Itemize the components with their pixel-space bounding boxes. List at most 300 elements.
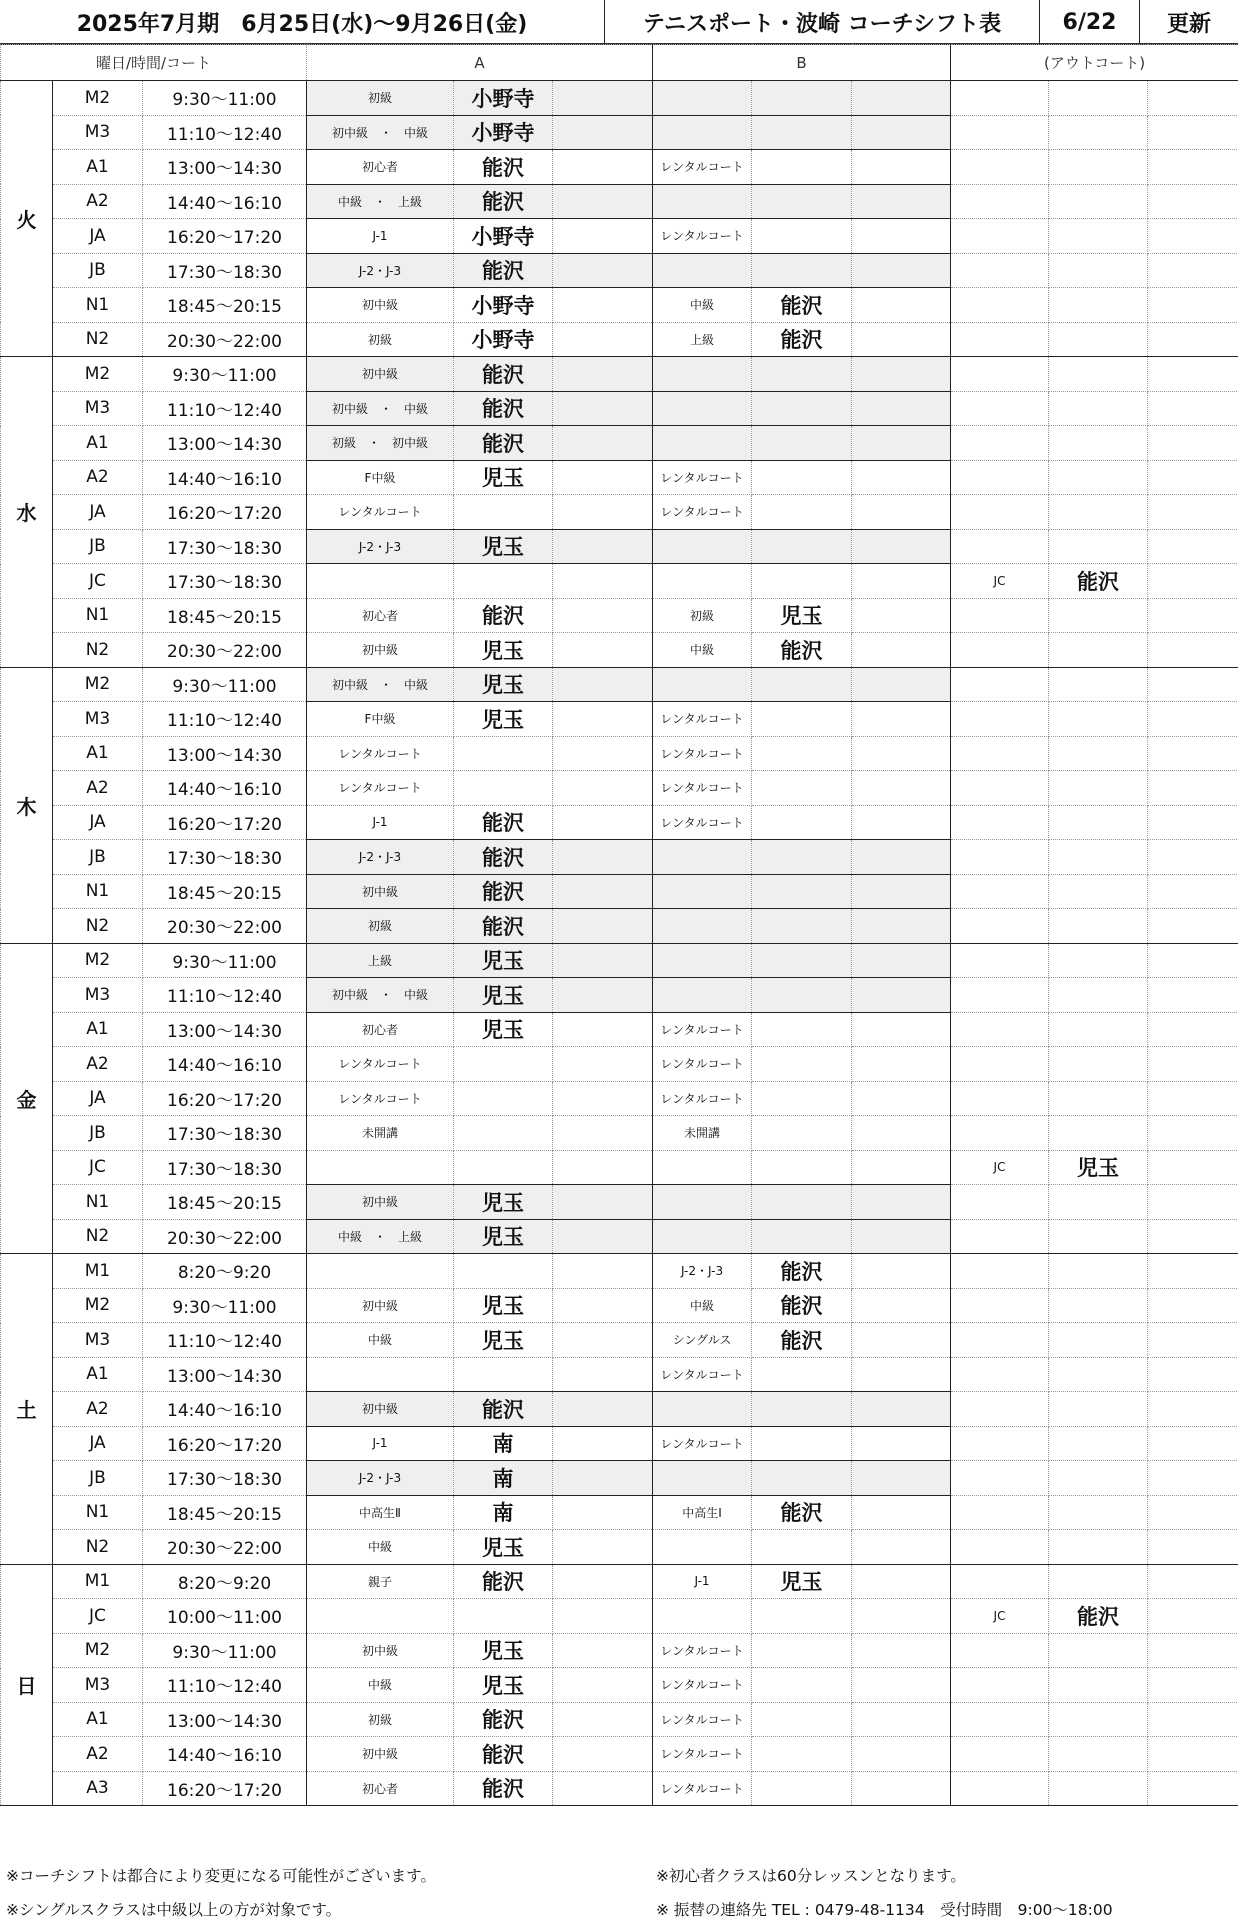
outcourt-class <box>951 1392 1049 1427</box>
court-b-spare <box>852 1150 951 1185</box>
outcourt-coach <box>1049 460 1148 495</box>
lesson-code: M3 <box>53 1668 143 1703</box>
shift-row <box>1 1702 1238 1737</box>
court-b-spare <box>852 1633 951 1668</box>
court-a-coach <box>454 1599 553 1634</box>
court-a-coach: 児玉 <box>454 460 553 495</box>
shift-row <box>1 219 1238 254</box>
shift-row <box>1 81 1238 116</box>
lesson-code: N1 <box>53 1495 143 1530</box>
court-b-coach <box>752 184 852 219</box>
lesson-time: 13:00～14:30 <box>143 1702 307 1737</box>
shift-row <box>1 1323 1238 1358</box>
shift-row <box>1 667 1238 702</box>
outcourt-class <box>951 840 1049 875</box>
outcourt-spare <box>1148 1288 1238 1323</box>
lesson-time: 10:00～11:00 <box>143 1599 307 1634</box>
court-a-spare <box>553 909 653 944</box>
court-a-spare <box>553 1668 653 1703</box>
lesson-code: M3 <box>53 391 143 426</box>
court-b-spare <box>852 426 951 461</box>
lesson-code: A3 <box>53 1771 143 1806</box>
court-a-class: J-2・J-3 <box>307 1461 454 1496</box>
court-b-coach <box>752 1392 852 1427</box>
court-a-spare <box>553 874 653 909</box>
court-b-coach <box>752 1633 852 1668</box>
court-a-class <box>307 1150 454 1185</box>
court-b-spare <box>852 322 951 357</box>
outcourt-class <box>951 1081 1049 1116</box>
court-a-spare <box>553 1185 653 1220</box>
outcourt-coach <box>1049 1668 1148 1703</box>
lesson-code: JB <box>53 529 143 564</box>
lesson-code: M3 <box>53 115 143 150</box>
court-b-coach <box>752 115 852 150</box>
court-b-coach <box>752 1668 852 1703</box>
court-a-class: 初中級 <box>307 1737 454 1772</box>
court-b-class: レンタルコート <box>653 1737 752 1772</box>
lesson-code: JA <box>53 495 143 530</box>
outcourt-class <box>951 805 1049 840</box>
lesson-time: 13:00～14:30 <box>143 1012 307 1047</box>
court-b-coach: 能沢 <box>752 1495 852 1530</box>
outcourt-coach <box>1049 874 1148 909</box>
court-b-spare <box>852 529 951 564</box>
court-a-coach: 能沢 <box>454 426 553 461</box>
court-b-class: 未開講 <box>653 1116 752 1151</box>
shift-row <box>1 1150 1238 1185</box>
outcourt-class <box>951 1323 1049 1358</box>
lesson-time: 20:30～22:00 <box>143 322 307 357</box>
outcourt-class <box>951 288 1049 323</box>
outcourt-spare <box>1148 460 1238 495</box>
lesson-time: 11:10～12:40 <box>143 115 307 150</box>
court-a-spare <box>553 357 653 392</box>
shift-row <box>1 357 1238 392</box>
column-header-a: A <box>307 45 653 81</box>
court-b-coach <box>752 1012 852 1047</box>
court-a-class <box>307 1599 454 1634</box>
outcourt-coach <box>1049 495 1148 530</box>
outcourt-class <box>951 1668 1049 1703</box>
lesson-time: 17:30～18:30 <box>143 1150 307 1185</box>
court-a-spare <box>553 1599 653 1634</box>
shift-row <box>1 702 1238 737</box>
court-a-coach: 南 <box>454 1461 553 1496</box>
lesson-time: 9:30～11:00 <box>143 81 307 116</box>
outcourt-spare <box>1148 1702 1238 1737</box>
outcourt-spare <box>1148 1461 1238 1496</box>
court-a-coach: 能沢 <box>454 150 553 185</box>
shift-row <box>1 1771 1238 1806</box>
court-a-spare <box>553 1219 653 1254</box>
court-b-spare <box>852 460 951 495</box>
court-a-spare <box>553 840 653 875</box>
outcourt-coach <box>1049 1012 1148 1047</box>
court-a-coach: 児玉 <box>454 943 553 978</box>
outcourt-class <box>951 357 1049 392</box>
outcourt-spare <box>1148 219 1238 254</box>
outcourt-spare <box>1148 1668 1238 1703</box>
court-a-class: 初中級 <box>307 1392 454 1427</box>
court-b-coach <box>752 1702 852 1737</box>
court-a-spare <box>553 702 653 737</box>
court-a-coach: 小野寺 <box>454 81 553 116</box>
court-b-spare <box>852 978 951 1013</box>
shift-row <box>1 1461 1238 1496</box>
court-b-class <box>653 357 752 392</box>
shift-row <box>1 1254 1238 1289</box>
court-a-spare <box>553 598 653 633</box>
outcourt-class <box>951 1771 1049 1806</box>
court-b-spare <box>852 1357 951 1392</box>
outcourt-class <box>951 633 1049 668</box>
shift-row <box>1 771 1238 806</box>
court-a-class: レンタルコート <box>307 1047 454 1082</box>
outcourt-spare <box>1148 1737 1238 1772</box>
lesson-code: JC <box>53 1599 143 1634</box>
court-b-coach: 能沢 <box>752 1323 852 1358</box>
lesson-code: JC <box>53 1150 143 1185</box>
lesson-code: A2 <box>53 1047 143 1082</box>
shift-row <box>1 633 1238 668</box>
court-b-class <box>653 1219 752 1254</box>
lesson-code: A2 <box>53 460 143 495</box>
lesson-time: 11:10～12:40 <box>143 1323 307 1358</box>
outcourt-spare <box>1148 564 1238 599</box>
lesson-time: 18:45～20:15 <box>143 1495 307 1530</box>
outcourt-coach <box>1049 1461 1148 1496</box>
court-a-coach <box>454 564 553 599</box>
lesson-time: 16:20～17:20 <box>143 1081 307 1116</box>
court-a-coach: 能沢 <box>454 1702 553 1737</box>
outcourt-coach <box>1049 1323 1148 1358</box>
lesson-time: 16:20～17:20 <box>143 219 307 254</box>
shift-row <box>1 495 1238 530</box>
court-a-coach <box>454 736 553 771</box>
outcourt-spare <box>1148 1426 1238 1461</box>
court-b-class: レンタルコート <box>653 702 752 737</box>
header-title <box>605 0 1040 44</box>
court-a-class: 初級 <box>307 81 454 116</box>
court-b-spare <box>852 1392 951 1427</box>
outcourt-coach <box>1049 1633 1148 1668</box>
shift-row <box>1 1219 1238 1254</box>
outcourt-class <box>951 909 1049 944</box>
lesson-code: JA <box>53 1081 143 1116</box>
lesson-time: 16:20～17:20 <box>143 1426 307 1461</box>
court-b-coach <box>752 1047 852 1082</box>
outcourt-coach <box>1049 702 1148 737</box>
outcourt-class <box>951 1461 1049 1496</box>
court-a-spare <box>553 1771 653 1806</box>
court-b-spare <box>852 1564 951 1599</box>
court-a-class: 初心者 <box>307 150 454 185</box>
court-b-class: J-1 <box>653 1564 752 1599</box>
court-a-coach: 児玉 <box>454 1668 553 1703</box>
outcourt-spare <box>1148 1633 1238 1668</box>
court-b-spare <box>852 736 951 771</box>
shift-row <box>1 253 1238 288</box>
footer-note-singles: ※シングルスクラスは中級以上の方が対象です。 <box>6 1901 342 1919</box>
day-label: 木 <box>1 667 53 943</box>
shift-row <box>1 1012 1238 1047</box>
court-a-coach: 能沢 <box>454 184 553 219</box>
court-b-class: J-2・J-3 <box>653 1254 752 1289</box>
day-label: 火 <box>1 81 53 357</box>
court-a-coach: 能沢 <box>454 1737 553 1772</box>
outcourt-spare <box>1148 1495 1238 1530</box>
court-a-coach <box>454 1150 553 1185</box>
court-b-coach: 能沢 <box>752 633 852 668</box>
outcourt-coach <box>1049 426 1148 461</box>
court-a-class: 初中級 <box>307 288 454 323</box>
court-a-class: 初中級 <box>307 874 454 909</box>
title-text: テニスポート・波崎 コーチシフト表 <box>642 11 1002 37</box>
outcourt-spare <box>1148 633 1238 668</box>
lesson-code: N2 <box>53 1530 143 1565</box>
lesson-code: M2 <box>53 667 143 702</box>
lesson-code: A2 <box>53 184 143 219</box>
court-b-class: 上級 <box>653 322 752 357</box>
lesson-code: A2 <box>53 1392 143 1427</box>
outcourt-spare <box>1148 322 1238 357</box>
court-b-spare <box>852 564 951 599</box>
court-b-spare <box>852 805 951 840</box>
lesson-code: A2 <box>53 1737 143 1772</box>
outcourt-spare <box>1148 1357 1238 1392</box>
court-b-coach: 児玉 <box>752 598 852 633</box>
shift-row <box>1 978 1238 1013</box>
court-a-spare <box>553 1150 653 1185</box>
outcourt-coach <box>1049 1288 1148 1323</box>
outcourt-coach <box>1049 1219 1148 1254</box>
outcourt-class: JC <box>951 564 1049 599</box>
court-b-spare <box>852 1461 951 1496</box>
outcourt-spare <box>1148 1530 1238 1565</box>
outcourt-coach <box>1049 253 1148 288</box>
outcourt-spare <box>1148 288 1238 323</box>
court-b-class: レンタルコート <box>653 736 752 771</box>
court-b-spare <box>852 1219 951 1254</box>
court-a-coach: 小野寺 <box>454 288 553 323</box>
footer-note-contact: ※ 振替の連絡先 TEL : 0479-48-1134 受付時間 9:00～18:00 <box>656 1901 1113 1919</box>
lesson-time: 20:30～22:00 <box>143 1530 307 1565</box>
lesson-code: N2 <box>53 633 143 668</box>
court-a-class: 初中級 ・ 中級 <box>307 667 454 702</box>
shift-row <box>1 840 1238 875</box>
court-a-coach: 児玉 <box>454 1323 553 1358</box>
court-b-spare <box>852 391 951 426</box>
court-b-spare <box>852 1012 951 1047</box>
outcourt-spare <box>1148 1219 1238 1254</box>
footer-note-beginner: ※初心者クラスは60分レッスンとなります。 <box>656 1867 966 1885</box>
court-b-coach <box>752 771 852 806</box>
outcourt-spare <box>1148 1392 1238 1427</box>
lesson-code: A1 <box>53 1357 143 1392</box>
court-b-coach <box>752 805 852 840</box>
court-a-spare <box>553 771 653 806</box>
court-b-coach <box>752 150 852 185</box>
outcourt-coach <box>1049 1116 1148 1151</box>
court-a-spare <box>553 1047 653 1082</box>
outcourt-coach: 児玉 <box>1049 1150 1148 1185</box>
court-a-spare <box>553 1357 653 1392</box>
court-a-class: 初中級 <box>307 357 454 392</box>
lesson-code: A2 <box>53 771 143 806</box>
court-b-spare <box>852 1495 951 1530</box>
lesson-time: 9:30～11:00 <box>143 943 307 978</box>
court-b-class <box>653 1150 752 1185</box>
outcourt-coach <box>1049 1392 1148 1427</box>
outcourt-spare <box>1148 391 1238 426</box>
lesson-time: 17:30～18:30 <box>143 1116 307 1151</box>
day-label: 土 <box>1 1254 53 1565</box>
lesson-time: 18:45～20:15 <box>143 874 307 909</box>
court-b-class <box>653 391 752 426</box>
lesson-time: 16:20～17:20 <box>143 495 307 530</box>
court-b-coach: 能沢 <box>752 1254 852 1289</box>
court-a-coach: 能沢 <box>454 909 553 944</box>
outcourt-spare <box>1148 1047 1238 1082</box>
court-b-class <box>653 529 752 564</box>
court-b-class <box>653 426 752 461</box>
court-a-coach: 児玉 <box>454 667 553 702</box>
lesson-time: 17:30～18:30 <box>143 564 307 599</box>
court-a-class: 初心者 <box>307 598 454 633</box>
court-b-coach <box>752 391 852 426</box>
lesson-code: N1 <box>53 598 143 633</box>
outcourt-spare <box>1148 1185 1238 1220</box>
lesson-code: A1 <box>53 1702 143 1737</box>
lesson-time: 20:30～22:00 <box>143 1219 307 1254</box>
lesson-time: 18:45～20:15 <box>143 288 307 323</box>
court-a-class <box>307 1357 454 1392</box>
court-b-coach <box>752 1185 852 1220</box>
lesson-code: M1 <box>53 1254 143 1289</box>
outcourt-class <box>951 736 1049 771</box>
lesson-code: A1 <box>53 736 143 771</box>
court-a-coach: 南 <box>454 1495 553 1530</box>
outcourt-spare <box>1148 357 1238 392</box>
court-a-spare <box>553 1737 653 1772</box>
court-a-coach <box>454 1047 553 1082</box>
outcourt-coach <box>1049 771 1148 806</box>
outcourt-coach <box>1049 1081 1148 1116</box>
court-a-coach: 児玉 <box>454 1633 553 1668</box>
outcourt-spare <box>1148 874 1238 909</box>
court-b-coach: 児玉 <box>752 1564 852 1599</box>
court-a-class: 初中級 ・ 中級 <box>307 978 454 1013</box>
outcourt-class <box>951 1047 1049 1082</box>
outcourt-class <box>951 1530 1049 1565</box>
outcourt-coach <box>1049 1047 1148 1082</box>
lesson-code: A1 <box>53 1012 143 1047</box>
outcourt-class <box>951 1116 1049 1151</box>
outcourt-spare <box>1148 1254 1238 1289</box>
outcourt-class <box>951 115 1049 150</box>
court-a-class: 初級 <box>307 909 454 944</box>
shift-row <box>1 1495 1238 1530</box>
court-b-coach <box>752 357 852 392</box>
court-a-class: 初級 <box>307 322 454 357</box>
outcourt-class <box>951 598 1049 633</box>
shift-row <box>1 115 1238 150</box>
court-b-coach <box>752 1737 852 1772</box>
outcourt-coach <box>1049 978 1148 1013</box>
court-b-spare <box>852 1323 951 1358</box>
court-a-coach: 小野寺 <box>454 115 553 150</box>
court-b-class <box>653 874 752 909</box>
shift-row <box>1 1599 1238 1634</box>
court-a-spare <box>553 1495 653 1530</box>
court-b-class <box>653 909 752 944</box>
court-a-spare <box>553 667 653 702</box>
shift-row <box>1 426 1238 461</box>
column-header-out: (アウトコート) <box>951 45 1238 81</box>
court-b-coach <box>752 1219 852 1254</box>
court-a-spare <box>553 150 653 185</box>
court-b-coach <box>752 1599 852 1634</box>
court-b-class: レンタルコート <box>653 805 752 840</box>
outcourt-coach <box>1049 736 1148 771</box>
court-a-spare <box>553 219 653 254</box>
outcourt-class <box>951 529 1049 564</box>
outcourt-class <box>951 978 1049 1013</box>
shift-row <box>1 598 1238 633</box>
court-a-class: 中級 ・ 上級 <box>307 1219 454 1254</box>
court-a-spare <box>553 1254 653 1289</box>
court-b-coach <box>752 1116 852 1151</box>
outcourt-class <box>951 771 1049 806</box>
court-b-class: 中高生Ⅰ <box>653 1495 752 1530</box>
court-b-coach: 能沢 <box>752 288 852 323</box>
court-a-spare <box>553 1012 653 1047</box>
outcourt-coach <box>1049 1564 1148 1599</box>
shift-row <box>1 1357 1238 1392</box>
lesson-time: 17:30～18:30 <box>143 1461 307 1496</box>
lesson-time: 14:40～16:10 <box>143 460 307 495</box>
lesson-code: N1 <box>53 874 143 909</box>
lesson-time: 17:30～18:30 <box>143 529 307 564</box>
court-b-class <box>653 1599 752 1634</box>
outcourt-coach <box>1049 115 1148 150</box>
outcourt-coach <box>1049 805 1148 840</box>
shift-row <box>1 1047 1238 1082</box>
court-a-spare <box>553 426 653 461</box>
court-b-spare <box>852 1771 951 1806</box>
court-a-class: 初中級 <box>307 1633 454 1668</box>
outcourt-spare <box>1148 909 1238 944</box>
court-a-class: J-2・J-3 <box>307 253 454 288</box>
court-a-class: 初中級 <box>307 1288 454 1323</box>
outcourt-spare <box>1148 805 1238 840</box>
lesson-code: JA <box>53 805 143 840</box>
outcourt-coach <box>1049 288 1148 323</box>
shift-row <box>1 1392 1238 1427</box>
outcourt-coach <box>1049 1702 1148 1737</box>
outcourt-coach <box>1049 1771 1148 1806</box>
court-a-coach: 能沢 <box>454 1564 553 1599</box>
outcourt-class <box>951 1185 1049 1220</box>
lesson-time: 11:10～12:40 <box>143 1668 307 1703</box>
court-a-coach: 能沢 <box>454 805 553 840</box>
outcourt-spare <box>1148 115 1238 150</box>
outcourt-class <box>951 219 1049 254</box>
lesson-code: A1 <box>53 150 143 185</box>
court-a-spare <box>553 943 653 978</box>
court-a-class: レンタルコート <box>307 771 454 806</box>
